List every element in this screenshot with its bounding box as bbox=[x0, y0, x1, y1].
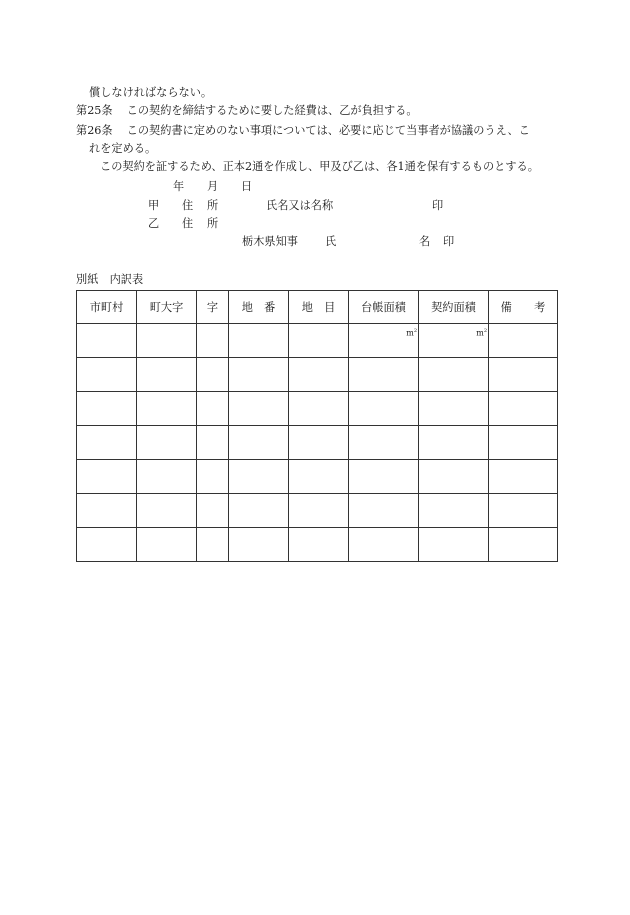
table-row bbox=[77, 426, 558, 460]
table-cell bbox=[349, 460, 419, 494]
table-row bbox=[77, 392, 558, 426]
party-ko-label: 甲 bbox=[148, 199, 160, 212]
table-row bbox=[77, 528, 558, 562]
table-cell bbox=[77, 358, 137, 392]
table-cell bbox=[197, 358, 229, 392]
governor-title: 栃木県知事 bbox=[242, 235, 298, 248]
attachment-title: 別紙 内訳表 bbox=[76, 273, 144, 286]
table-cell bbox=[349, 392, 419, 426]
article-26-continuation: れを定める。 bbox=[89, 142, 157, 155]
party-ko-seal: 印 bbox=[432, 199, 444, 212]
header-contract-area: 契約面積 bbox=[419, 291, 489, 324]
table-cell bbox=[289, 392, 349, 426]
table-cell bbox=[419, 426, 489, 460]
table-cell bbox=[349, 528, 419, 562]
square-meter-unit bbox=[406, 327, 417, 338]
table-cell bbox=[137, 494, 197, 528]
table-cell bbox=[229, 324, 289, 358]
party-otsu-label: 乙 bbox=[148, 217, 160, 230]
table-cell bbox=[489, 324, 558, 358]
article-26-text: この契約書に定めのない事項については、必要に応じて当事者が協議のうえ、こ bbox=[126, 124, 530, 137]
unit-m: m bbox=[476, 328, 484, 338]
governor-shi: 氏 bbox=[325, 235, 337, 248]
table-cell bbox=[77, 494, 137, 528]
table-cell bbox=[419, 494, 489, 528]
table-cell bbox=[137, 426, 197, 460]
header-remarks: 備 考 bbox=[489, 291, 558, 324]
clause-continuation: 償しなければならない。 bbox=[89, 86, 213, 99]
table-cell bbox=[77, 392, 137, 426]
article-26-number: 第26条 bbox=[76, 124, 113, 137]
table-cell bbox=[289, 528, 349, 562]
table-cell bbox=[229, 528, 289, 562]
table-cell bbox=[229, 494, 289, 528]
governor-seal: 印 bbox=[443, 235, 455, 248]
table-cell bbox=[197, 494, 229, 528]
square-meter-unit bbox=[476, 327, 487, 338]
unit-squared: 2 bbox=[413, 328, 417, 334]
table-cell bbox=[229, 392, 289, 426]
table-cell bbox=[137, 392, 197, 426]
table-cell bbox=[419, 528, 489, 562]
article-25-number: 第25条 bbox=[76, 104, 113, 117]
party-ko-address-1: 住 bbox=[182, 199, 194, 212]
table-cell bbox=[137, 528, 197, 562]
party-otsu-address-1: 住 bbox=[182, 217, 194, 230]
header-town-district: 町大字 bbox=[137, 291, 197, 324]
article-25 bbox=[76, 104, 418, 118]
table-cell bbox=[77, 324, 137, 358]
table-header-row bbox=[77, 291, 558, 324]
table-cell bbox=[349, 494, 419, 528]
table-cell bbox=[489, 358, 558, 392]
party-ko-name-label: 氏名又は名称 bbox=[266, 199, 334, 212]
table-cell bbox=[419, 392, 489, 426]
article-26 bbox=[76, 124, 530, 138]
table-cell bbox=[489, 460, 558, 494]
table-cell bbox=[489, 494, 558, 528]
party-ko-address-2: 所 bbox=[207, 199, 219, 212]
table-cell bbox=[229, 426, 289, 460]
table-row bbox=[77, 460, 558, 494]
table-cell bbox=[489, 426, 558, 460]
date-year: 年 bbox=[173, 180, 185, 193]
party-otsu-address-2: 所 bbox=[207, 217, 219, 230]
breakdown-table bbox=[76, 290, 558, 562]
article-25-text: この契約を締結するために要した経費は、乙が負担する。 bbox=[126, 104, 418, 117]
table-cell bbox=[137, 358, 197, 392]
table-cell bbox=[197, 392, 229, 426]
table-cell bbox=[289, 358, 349, 392]
table-cell bbox=[349, 426, 419, 460]
table-row bbox=[77, 324, 558, 358]
date-month: 月 bbox=[207, 180, 219, 193]
unit-squared: 2 bbox=[483, 328, 487, 334]
header-land-category: 地 目 bbox=[289, 291, 349, 324]
table-cell bbox=[229, 460, 289, 494]
table-cell bbox=[289, 426, 349, 460]
table-cell bbox=[289, 324, 349, 358]
header-aza: 字 bbox=[197, 291, 229, 324]
table-cell bbox=[349, 358, 419, 392]
table-cell bbox=[419, 358, 489, 392]
table-cell bbox=[489, 528, 558, 562]
table-cell bbox=[137, 324, 197, 358]
table-cell bbox=[137, 460, 197, 494]
proof-statement: この契約を証するため、正本2通を作成し、甲及び乙は、各1通を保有するものとする。 bbox=[100, 160, 539, 173]
table-cell bbox=[419, 460, 489, 494]
table-cell bbox=[197, 324, 229, 358]
table-row bbox=[77, 358, 558, 392]
table-cell bbox=[77, 426, 137, 460]
unit-m: m bbox=[406, 328, 414, 338]
table-cell bbox=[77, 528, 137, 562]
table-cell bbox=[77, 460, 137, 494]
table-cell bbox=[197, 460, 229, 494]
table-row bbox=[77, 494, 558, 528]
table-cell bbox=[229, 358, 289, 392]
header-registered-area: 台帳面積 bbox=[349, 291, 419, 324]
header-municipality: 市町村 bbox=[77, 291, 137, 324]
table-cell bbox=[289, 494, 349, 528]
table-cell bbox=[419, 324, 489, 358]
header-lot-number: 地 番 bbox=[229, 291, 289, 324]
table-cell bbox=[289, 460, 349, 494]
table-cell bbox=[489, 392, 558, 426]
date-day: 日 bbox=[241, 180, 253, 193]
table-cell bbox=[349, 324, 419, 358]
table-cell bbox=[197, 528, 229, 562]
table-cell bbox=[197, 426, 229, 460]
governor-mei: 名 bbox=[419, 235, 431, 248]
